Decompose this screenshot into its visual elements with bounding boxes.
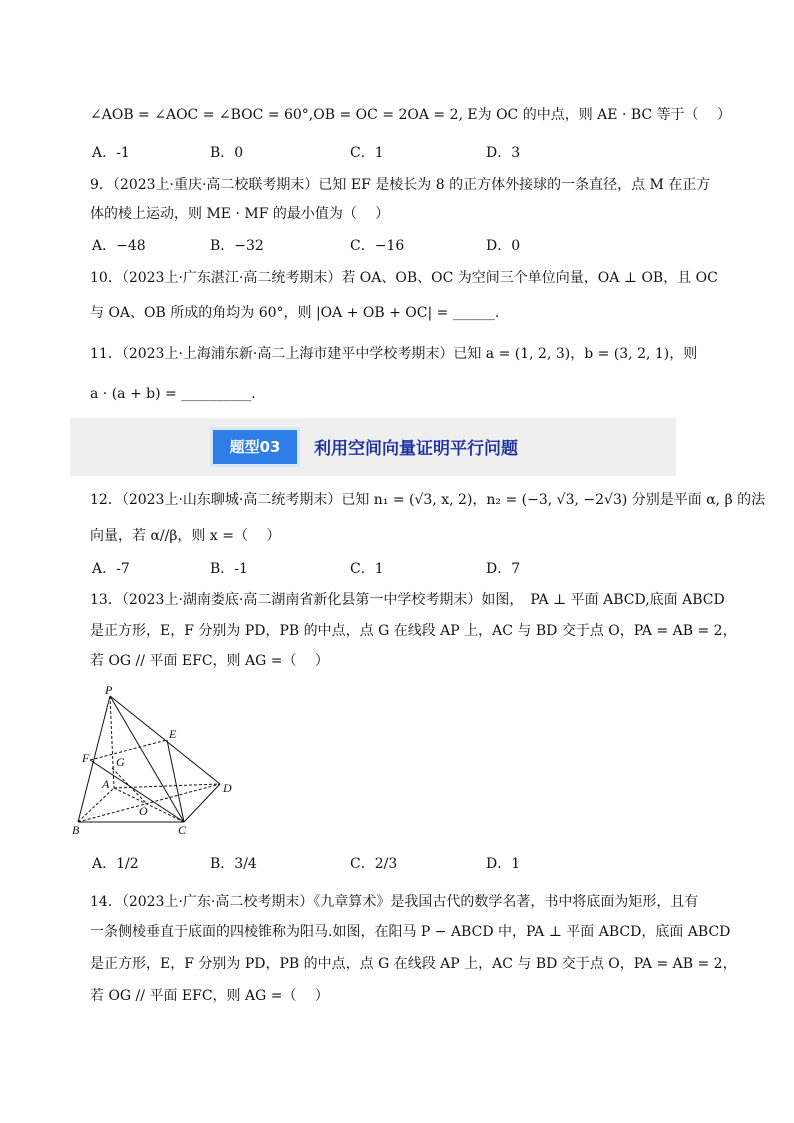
edge-cd [184,784,220,822]
q12-line1: 12．（2023上·山东聊城·高二统考期末）已知 n₁ = (√3, x, 2)，n₂ = (−3, √3, −2√3) 分别是平面 α, β 的法 [90,492,766,508]
q9-options [90,236,630,256]
q11-line2: a · (a + b) = __________. [90,386,256,402]
label-p: P [105,684,113,697]
label-o: O [139,804,148,818]
option-c[interactable]: C．−16 [350,238,405,254]
q11-line1: 11．（2023上·上海浦东新·高二上海市建平中学校考期末）已知 a = (1, 2, 3)，b = (3, 2, 1)，则 [90,346,698,362]
section-banner [70,418,676,476]
pyramid-diagram [72,684,242,836]
label-b: B [72,823,80,836]
segment-og [112,768,147,804]
segment-fc [90,760,184,822]
option-d[interactable]: D．3 [486,145,521,161]
label-e: E [169,727,177,741]
segment-fe [90,740,167,760]
label-a: A [102,777,110,791]
option-b[interactable]: B．3/4 [210,856,257,872]
q10-line1: 10．（2023上·广东湛江·高二统考期末）若 OA、OB、OC 为空间三个单位向量，OA ⊥ OB，且 OC [90,270,718,286]
pyramid-figure [72,684,242,840]
q12-options [90,559,630,579]
q8-stem: ∠AOB = ∠AOC = ∠BOC = 60°,OB = OC = 2OA = 2, E为 OC 的中点，则 AE · BC 等于（ ） [90,107,732,123]
label-f: F [82,751,90,765]
q9-line2: 体的棱上运动，则 ME · MF 的最小值为（ ） [90,206,390,222]
q10-line2: 与 OA、OB 所成的角均为 60°，则 |OA + OB + OC| = ______. [90,305,500,321]
option-c[interactable]: C．2/3 [350,856,398,872]
diag-bd [78,784,220,822]
q14-line1: 14．（2023上·广东·高二校考期末）《九章算术》是我国古代的数学名著，书中将底面为矩形，且有 [90,894,699,910]
option-a[interactable]: A．−48 [92,238,146,254]
option-d[interactable]: D．7 [486,561,521,577]
edge-ab [78,788,114,822]
q14-line3: 是正方形，E，F 分别为 PD，PB 的中点，点 G 在线段 AP 上，AC 与 BD 交于点 O，PA = AB = 2， [90,956,737,972]
q8-options [90,143,630,163]
option-c[interactable]: C．1 [350,145,384,161]
q13-options [90,854,630,874]
q13-line3: 若 OG // 平面 EFC，则 AG =（ ） [90,653,329,669]
option-d[interactable]: D．0 [486,238,521,254]
label-d: D [223,781,232,795]
option-c[interactable]: C．1 [350,561,384,577]
section-title: 利用空间向量证明平行问题 [314,439,518,459]
option-a[interactable]: A．1/2 [92,856,139,872]
q13-line1: 13．（2023上·湖南娄底·高二湖南省新化县第一中学校考期末）如图， PA ⊥ 平面 ABCD,底面 ABCD [90,592,725,608]
option-b[interactable]: B．-1 [210,561,248,577]
option-a[interactable]: A．-1 [92,145,130,161]
segment-ec [167,740,184,822]
q9-line1: 9．（2023上·重庆·高二校联考期末）已知 EF 是棱长为 8 的正方体外接球的一条直径，点 M 在正方 [90,177,711,193]
option-b[interactable]: B．−32 [210,238,264,254]
q12-line2: 向量，若 α//β，则 x =（ ） [90,528,281,544]
option-d[interactable]: D．1 [486,856,521,872]
option-b[interactable]: B．0 [210,145,244,161]
q14-line4: 若 OG // 平面 EFC，则 AG =（ ） [90,988,329,1004]
label-c: C [178,823,187,836]
edge-pd [110,696,220,784]
label-g: G [116,755,125,769]
option-a[interactable]: A．-7 [92,561,130,577]
q13-line2: 是正方形，E，F 分别为 PD，PB 的中点，点 G 在线段 AP 上，AC 与 BD 交于点 O，PA = AB = 2， [90,623,737,639]
section-badge: 题型03 [210,427,300,467]
q14-line2: 一条侧棱垂直于底面的四棱锥称为阳马.如图，在阳马 P − ABCD 中，PA ⊥ 平面 ABCD，底面 ABCD [90,924,731,940]
